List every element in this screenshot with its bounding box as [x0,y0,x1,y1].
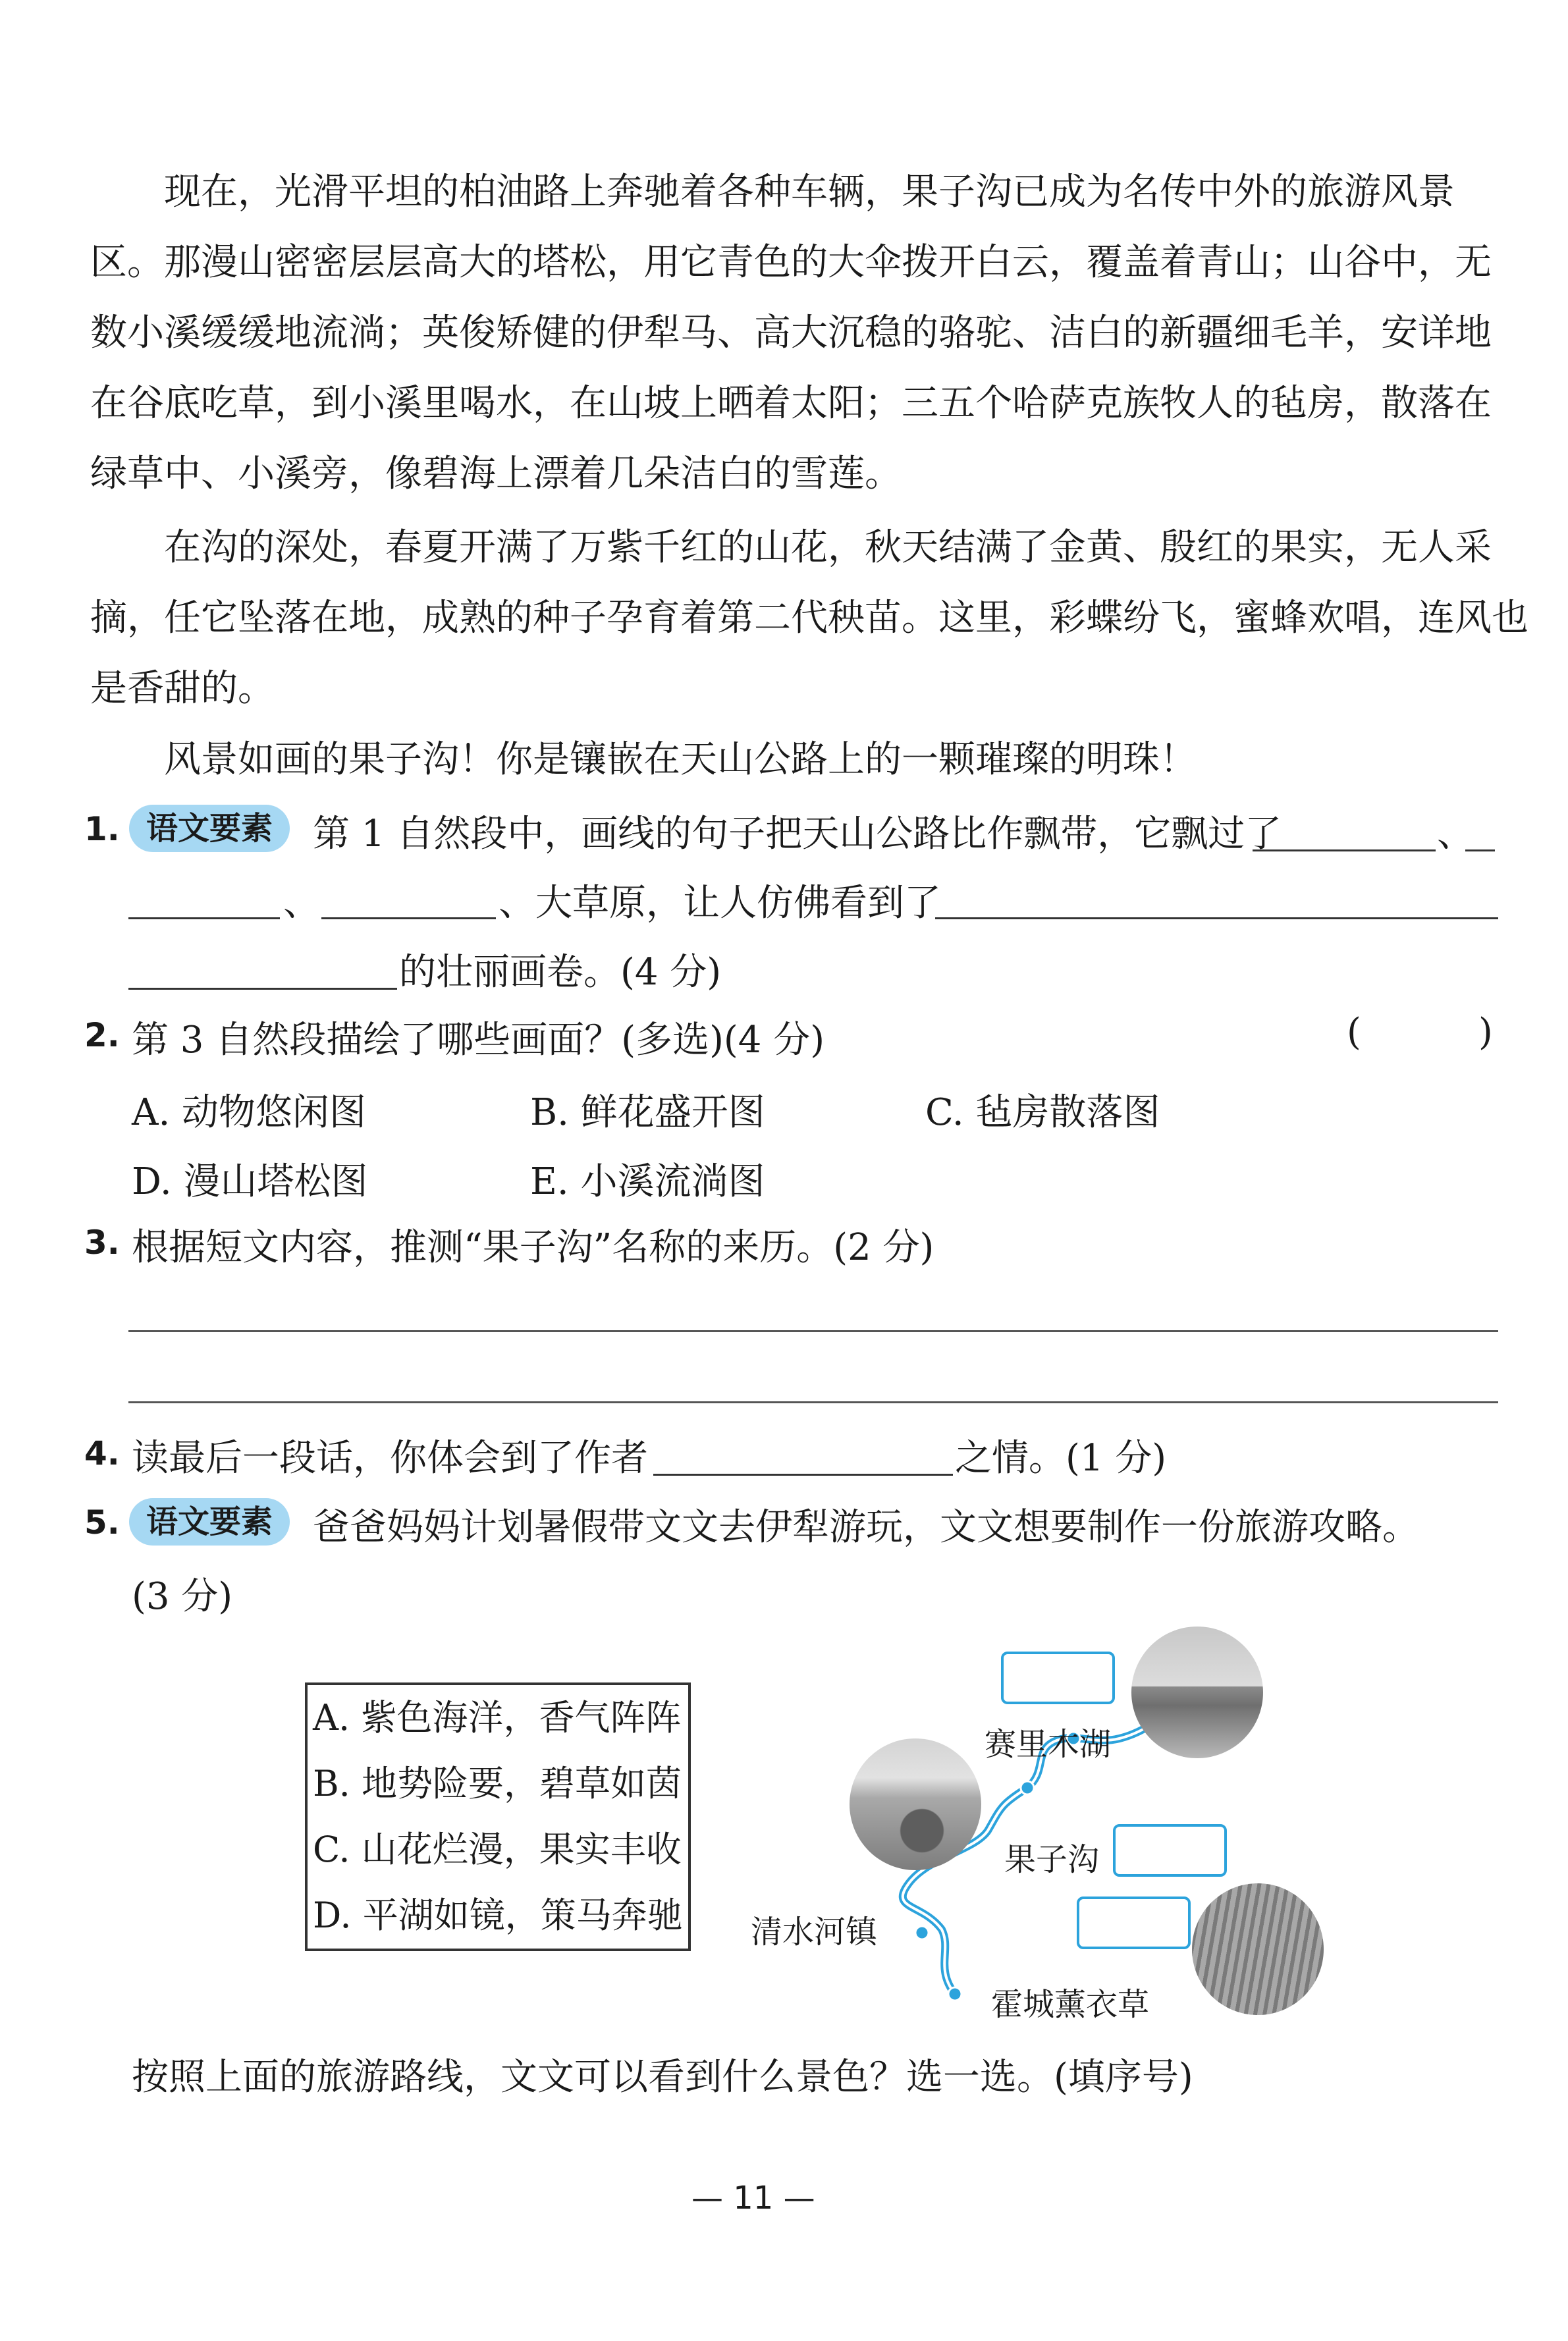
question-1-number: 1. [84,810,120,848]
question-1-text: 第 1 自然段中，画线的句子把天山公路比作飘带，它飘过了 [313,813,1282,855]
scenery-option-d: D. 平湖如镜，策马奔驰 [313,1895,683,1936]
passage-line: 绿草中、小溪旁，像碧海上漂着几朵洁白的雪莲。 [90,452,902,495]
answer-blank[interactable] [128,988,397,990]
page-number: — 11 — [691,2180,815,2217]
passage-line: 数小溪缓缓地流淌；英俊矫健的伊犁马、高大沉稳的骆驼、洁白的新疆细毛羊，安详地 [90,311,1492,354]
answer-blank[interactable] [1253,849,1436,851]
passage-line: 是香甜的。 [90,667,275,710]
question-5-number: 5. [84,1503,120,1542]
scenery-option-c: C. 山花烂漫，果实丰收 [313,1829,682,1870]
question-1-tag: 语文要素 [129,805,290,852]
answer-blank[interactable] [935,917,1498,919]
scenery-option-b: B. 地势险要，碧草如茵 [313,1763,682,1804]
lavender-answer-box[interactable] [1077,1897,1191,1949]
scenery-options-box [305,1682,691,1951]
scenery-option-a: A. 紫色海洋，香气阵阵 [313,1697,682,1738]
passage-paragraph-3 [90,724,1500,795]
question-1-text: 、大草原，让人仿佛看到了 [499,882,941,925]
answer-blank[interactable] [321,917,496,919]
option-a: A. 动物悠闲图 [132,1091,367,1134]
place-label-qingshuihe: 清水河镇 [751,1914,878,1951]
question-3-text: 根据短文内容，推测“果子沟”名称的来历。(2 分) [132,1226,934,1269]
route-point [948,1987,961,2001]
separator: 、 [283,882,320,925]
question-5-instruction: 按照上面的旅游路线，文文可以看到什么景色？选一选。(填序号) [132,2056,1193,2099]
passage-line: 风景如画的果子沟！你是镶嵌在天山公路上的一颗璀璨的明珠！ [164,738,1197,781]
answer-blank[interactable] [1465,849,1495,851]
passage-paragraph-1 [90,157,1500,509]
passage-line: 在沟的深处，春夏开满了万紫千红的山花，秋天结满了金黄、殷红的果实，无人采 [164,526,1492,569]
passage-line: 区。那漫山密密层层高大的塔松，用它青色的大伞拨开白云，覆盖着青山；山谷中，无 [90,241,1492,284]
place-label-sailimu: 赛里木湖 [985,1726,1112,1763]
lavender-photo [1192,1883,1324,2015]
answer-blank[interactable] [128,917,280,919]
option-e: E. 小溪流淌图 [530,1160,765,1203]
question-2-text: 第 3 自然段描绘了哪些画面？(多选)(4 分) [132,1019,825,1062]
passage-line: 现在，光滑平坦的柏油路上奔驰着各种车辆，果子沟已成为名传中外的旅游风景 [164,171,1455,213]
passage-paragraph-2 [90,512,1528,724]
separator: 、 [1437,813,1474,855]
route-point [1021,1781,1034,1794]
answer-paren-open: ( [1347,1011,1361,1054]
question-5-text: 爸爸妈妈计划暑假带文文去伊犁游玩，文文想要制作一份旅游攻略。 [313,1506,1419,1549]
passage-line: 摘，任它坠落在地，成熟的种子孕育着第二代秧苗。这里，彩蝶纷飞，蜜蜂欢唱，连风也 [90,597,1528,639]
question-5-tag: 语文要素 [129,1498,290,1546]
question-3-number: 3. [84,1224,120,1262]
option-d: D. 漫山塔松图 [132,1160,368,1203]
question-4-text: 之情。(1 分) [955,1437,1167,1480]
question-5-score: (3 分) [132,1575,233,1618]
valley-photo [850,1738,981,1870]
place-label-huocheng: 霍城薰衣草 [991,1986,1150,2023]
lake-answer-box[interactable] [1001,1652,1115,1704]
question-4-text: 读最后一段话，你体会到了作者 [132,1437,648,1480]
place-label-guozigou: 果子沟 [1004,1841,1100,1878]
answer-paren-close: ) [1478,1011,1493,1054]
option-b: B. 鲜花盛开图 [530,1091,765,1134]
lake-photo [1131,1627,1263,1758]
answer-blank[interactable] [653,1474,953,1476]
guozigou-answer-box[interactable] [1113,1824,1227,1877]
answer-line[interactable] [128,1330,1498,1332]
passage-line: 在谷底吃草，到小溪里喝水，在山坡上晒着太阳；三五个哈萨克族牧人的毡房，散落在 [90,382,1492,425]
question-2-number: 2. [84,1016,120,1054]
answer-line[interactable] [128,1401,1498,1403]
question-4-number: 4. [84,1434,120,1472]
answer-box[interactable] [1370,1019,1475,1059]
option-c: C. 毡房散落图 [925,1091,1160,1134]
route-point [915,1926,929,1939]
question-1-text: 的壮丽画卷。(4 分) [399,951,722,994]
